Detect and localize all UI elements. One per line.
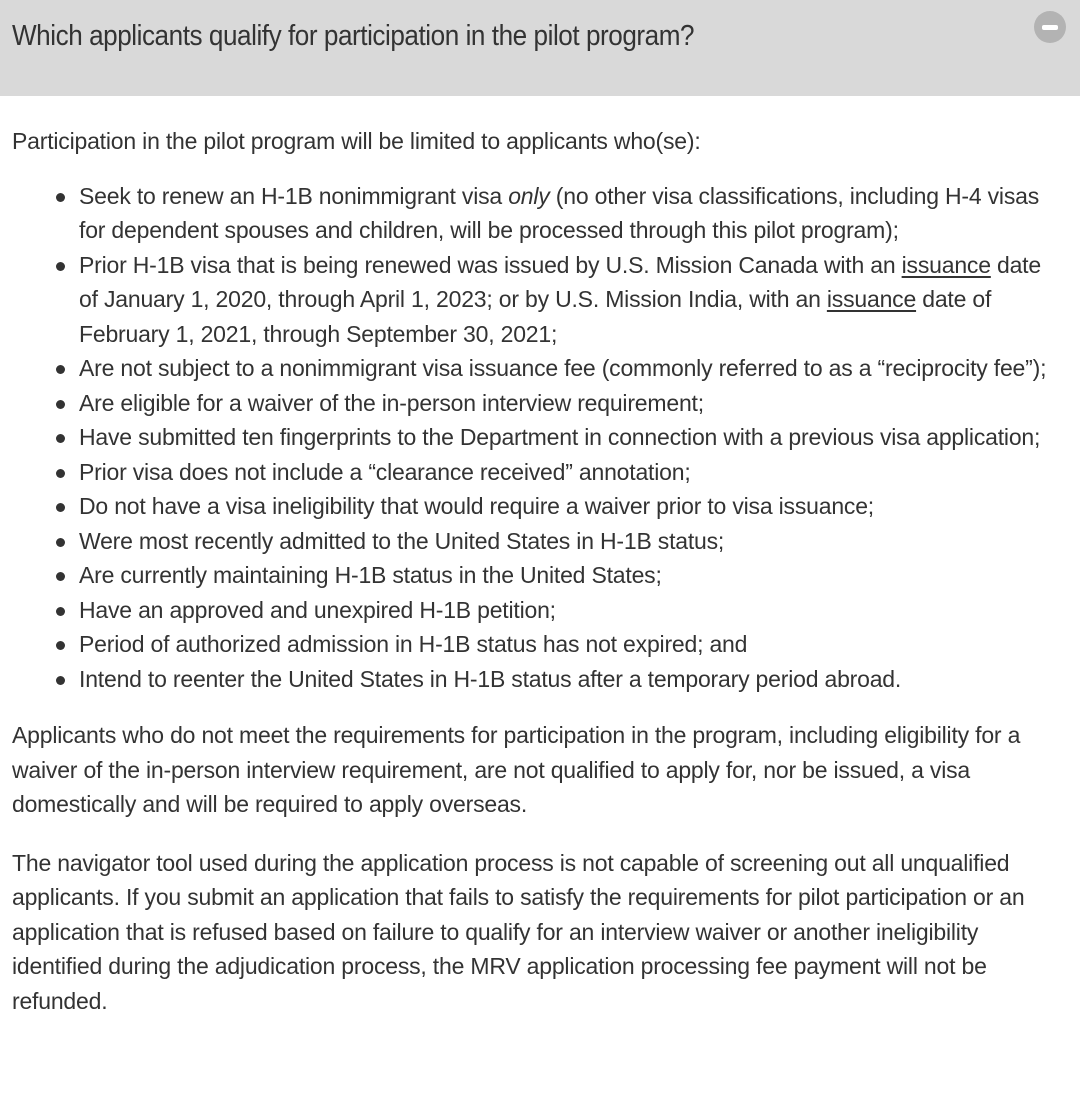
faq-answer <box>0 124 1080 1018</box>
list-item: Were most recently admitted to the United States in H-1B status; <box>79 524 1062 559</box>
issuance-link[interactable]: issuance <box>901 251 991 278</box>
list-item: Are not subject to a nonimmigrant visa issuance fee (commonly referred to as a “reciprocity fee”); <box>79 351 1062 386</box>
requirements-list <box>12 179 1062 697</box>
list-item: Seek to renew an H-1B nonimmigrant visa only (no other visa classifications, including H-4 visas for dependent spouses and children, will be processed through this pilot program); <box>79 179 1062 248</box>
list-item: Are currently maintaining H-1B status in the United States; <box>79 558 1062 593</box>
list-item: Period of authorized admission in H-1B status has not expired; and <box>79 627 1062 662</box>
minus-bar <box>1042 25 1058 30</box>
list-item: Are eligible for a waiver of the in-person interview requirement; <box>79 386 1062 421</box>
faq-header[interactable] <box>0 0 1080 96</box>
list-item: Have submitted ten fingerprints to the Department in connection with a previous visa application; <box>79 420 1062 455</box>
list-item: Prior H-1B visa that is being renewed was issued by U.S. Mission Canada with an issuance date of January 1, 2020, through April 1, 2023; or by U.S. Mission India, with an issuance date of February 1, 2021, through September 30, 2021; <box>79 248 1062 352</box>
faq-question-title[interactable]: Which applicants qualify for participation in the pilot program? <box>12 20 695 52</box>
paragraph-ineligible-applicants: Applicants who do not meet the requirements for participation in the program, including eligibility for a waiver of the in-person interview requirement, are not qualified to apply for, nor be issued, a visa domestically and will be required to apply overseas. <box>12 722 1021 817</box>
paragraph-navigator-tool: The navigator tool used during the application process is not capable of screening out all unqualified applicants. If you submit an application that fails to satisfy the requirements for pilot participation or an application that is refused based on failure to qualify for an interview waiver or another ineligibility identified during the adjudication process, the MRV application processing fee payment will not be refunded. <box>12 849 1025 1014</box>
intro-text: Participation in the pilot program will be limited to applicants who(se): <box>12 128 701 154</box>
list-item: Have an approved and unexpired H-1B petition; <box>79 593 1062 628</box>
list-item: Intend to reenter the United States in H-1B status after a temporary period abroad. <box>79 662 1062 697</box>
list-item: Do not have a visa ineligibility that would require a waiver prior to visa issuance; <box>79 489 1062 524</box>
emphasis-only: only <box>508 182 550 209</box>
issuance-link[interactable]: issuance <box>826 286 917 312</box>
list-item: Prior visa does not include a “clearance received” annotation; <box>79 455 1062 490</box>
minus-circle-icon[interactable] <box>1034 11 1066 43</box>
